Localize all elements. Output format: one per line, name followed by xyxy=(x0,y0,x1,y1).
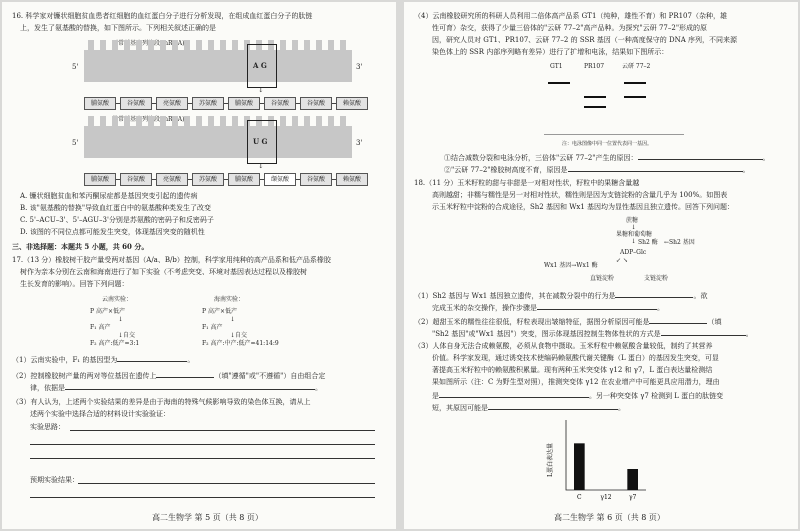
mrna-base-tooth xyxy=(184,116,190,126)
gel-band xyxy=(624,96,646,98)
expect-label: 预期实验结果： xyxy=(30,476,79,484)
q18-sub3-line4: 果如图所示（注：C 为野生型对照），推测突变体 γ12 在农业增产中可能更具应用潜力，理由 xyxy=(432,378,720,386)
amino-acid-box: 亮氨酸 xyxy=(156,97,188,110)
mrna-base-tooth xyxy=(220,40,226,50)
q18-sub2-line1: （2）超甜玉米的糯性往往很低，籽粒表现出皱缩特征，据图分析原因可能是 （填 xyxy=(414,318,722,326)
mrna-base-tooth xyxy=(148,116,154,126)
mrna-base-tooth xyxy=(316,116,322,126)
bar-0 xyxy=(574,443,585,490)
q17-sub1: （1）云南实验中，F₁ 的基因型为 。 xyxy=(12,356,195,364)
hainan-p: P 高产×低产 xyxy=(202,308,237,315)
mrna-base-tooth xyxy=(172,40,178,50)
chart-ylabel: L蛋白表达量 xyxy=(547,443,554,477)
q17-stem-line2: 树作为亲本分别在云南和海南进行了如下实验（不考虑突变、环境对基因表达过程以及橡胶树 xyxy=(20,268,307,276)
amino-acid-box: 脯氨酸 xyxy=(84,97,116,110)
q16-option-d: D. 该图的不同位点都可能发生突变，体现基因突变的随机性 xyxy=(20,228,205,236)
mrna-base-tooth xyxy=(292,116,298,126)
mrna-base-tooth xyxy=(292,40,298,50)
yunnan-p: P 高产×低产 xyxy=(90,308,125,315)
mrna-base-tooth xyxy=(280,116,286,126)
q18-sub1-line1: （1）Sh2 基因与 Wx1 基因独立遗传，其在减数分裂中的行为是 。欲 xyxy=(414,292,708,300)
q17-stem-line1: 17.（13 分）橡胶树干胶产量受两对基因（A/a、B/b）控制，科学家用纯种的高产品系和低产品系橡胶 xyxy=(12,256,331,264)
amino-acid-box: 苏氨酸 xyxy=(192,173,224,186)
pathway-sh2-enzyme: Sh2 酶 xyxy=(638,239,658,246)
tick-label-0: C xyxy=(577,494,582,501)
q18-line1: 18.（11 分）玉米籽粒的甜与非甜是一对相对性状，籽粒中的果糖含量越 xyxy=(414,179,640,187)
normal-5-end: 5' xyxy=(72,63,79,71)
mrna-base-tooth xyxy=(196,40,202,50)
amino-acid-box: 赖氨酸 xyxy=(336,173,368,186)
q18-sub3-line5: 是 。另一种突变体 γ7 检测到 L 蛋白的肽链变 xyxy=(432,392,724,400)
right-page xyxy=(404,2,798,529)
q16-option-b: B. 该"氨基酸的替换"导致血红蛋白中的氨基酸种类发生了改变 xyxy=(20,204,212,212)
answer-line[interactable] xyxy=(70,430,375,431)
mrna-base-tooth xyxy=(220,116,226,126)
bar-2 xyxy=(627,469,638,490)
amino-acid-box: 脯氨酸 xyxy=(228,97,260,110)
mrna-base-tooth xyxy=(172,116,178,126)
arrow-down-icon: ↓ xyxy=(258,162,264,170)
gel-label-yunyan: 云研 77–2 xyxy=(622,63,651,70)
mrna-base-tooth xyxy=(232,40,238,50)
q17-4-line1: （4）云南橡胶研究所的科研人员利用二倍体高产品系 GT1（纯种，雄性不育）和 PR107（杂种，雄 xyxy=(414,12,727,20)
pathway-amylopectin: 支链淀粉 xyxy=(644,275,669,282)
mrna-base-tooth xyxy=(340,116,346,126)
mrna-base-tooth xyxy=(196,116,202,126)
mrna-base-tooth xyxy=(136,116,142,126)
abnormal-codon: U G xyxy=(253,137,268,146)
arrow-down-icon: ↓ xyxy=(258,86,264,94)
gel-note: 注：电泳图像中同一位置代表同一基因。 xyxy=(562,141,653,147)
pathway-sh2-gene: ←Sh2 基因 xyxy=(664,239,695,246)
mrna-base-tooth xyxy=(232,116,238,126)
answer-line[interactable] xyxy=(30,458,375,459)
arrow-down-icon: ↓ xyxy=(631,238,637,245)
left-page-footer: 高二生物学 第 5 页（共 8 页） xyxy=(152,513,263,522)
q18-sub3-line6: 短，其原因可能是 。 xyxy=(432,404,625,412)
mrna-base-tooth xyxy=(340,40,346,50)
abnormal-5-end: 5' xyxy=(72,139,79,147)
mrna-base-tooth xyxy=(124,40,130,50)
q17-4-question-a: ①结合减数分裂和电泳分析，三倍体"云研 77–2"产生的原因： 。 xyxy=(444,154,770,162)
arrow-down-icon: ↓ xyxy=(631,224,637,231)
q16-stem-line2: 上，发生了氨基酸的替换，如下图所示。下列相关叙述正确的是 xyxy=(20,24,216,32)
mrna-base-tooth xyxy=(148,40,154,50)
amino-acid-box: 谷氨酸 xyxy=(264,97,296,110)
section-3-heading: 三、非选择题：本题共 5 小题，共 60 分。 xyxy=(12,242,149,251)
amino-acid-box: 脯氨酸 xyxy=(228,173,260,186)
answer-line[interactable] xyxy=(78,483,375,484)
mrna-base-tooth xyxy=(88,116,94,126)
mrna-base-tooth xyxy=(112,116,118,126)
pathway-sucrose: 蔗糖 xyxy=(626,217,639,224)
arrow-split-icon: ↙ ↘ xyxy=(616,257,628,264)
hainan-f1: F₁ 高产 xyxy=(202,324,223,331)
answer-line[interactable] xyxy=(30,444,375,445)
q18-sub3-line1: （3）人体自身无法合成赖氨酸，必须从食物中摄取。玉米籽粒中赖氨酸含量较低，制约了其营养 xyxy=(414,342,713,350)
mrna-base-tooth xyxy=(316,40,322,50)
hainan-selfing: ↓自交 xyxy=(230,332,248,339)
arrow-down-icon: ↓ xyxy=(118,316,124,323)
mrna-base-tooth xyxy=(208,116,214,126)
q16-stem-line1: 16. 科学家对镰状细胞贫血患者红细胞的血红蛋白分子进行分析发现，在组成血红蛋白分子的肽链 xyxy=(12,12,313,20)
arrow-down-icon: ↓ xyxy=(230,316,236,323)
pathway-fructose-glucose: 果糖和葡萄糖 xyxy=(616,231,653,238)
abnormal-mrna-strand xyxy=(84,126,352,158)
yunnan-title: 云南实验： xyxy=(102,296,133,303)
mrna-base-tooth xyxy=(208,40,214,50)
gel-label-gt1: GT1 xyxy=(550,63,563,70)
design-label: 实验思路： xyxy=(30,423,65,431)
l-protein-bar-chart xyxy=(544,412,654,504)
q18-sub3-line2: 价值。科学家发现，通过诱变技术使编码赖氨酸代谢关键酶（L 蛋白）的基因发生突变，可显 xyxy=(432,354,719,362)
answer-line[interactable] xyxy=(30,497,375,498)
tick-label-1: γ12 xyxy=(600,494,612,501)
mrna-base-tooth xyxy=(88,40,94,50)
q18-sub3-line3: 著提高玉米籽粒中的赖氨酸积累量。现有两种玉米突变体 γ12 和 γ7，L 蛋白表达量检测结 xyxy=(432,366,713,374)
mrna-base-tooth xyxy=(112,40,118,50)
q18-line3: 示玉米籽粒中淀粉的合成途径，Sh2 基因和 Wx1 基因均为显性基因且独立遗传。回答下列问题： xyxy=(432,203,735,211)
mrna-base-tooth xyxy=(304,116,310,126)
mrna-base-tooth xyxy=(160,40,166,50)
mrna-base-tooth xyxy=(100,116,106,126)
tick-label-2: γ7 xyxy=(628,494,637,501)
amino-acid-box: 谷氨酸 xyxy=(120,97,152,110)
mrna-base-tooth xyxy=(304,40,310,50)
normal-codon: A G xyxy=(253,61,267,70)
gel-band xyxy=(624,82,646,84)
amino-acid-box: 谷氨酸 xyxy=(300,173,332,186)
q17-sub3-line1: （3）有人认为，上述两个实验结果的差异是由于海南的特殊气候影响导致的染色体互换，请从上 xyxy=(12,398,311,406)
normal-mrna-strand xyxy=(84,50,352,82)
hainan-title: 海南实验： xyxy=(214,296,245,303)
mrna-base-tooth xyxy=(160,116,166,126)
mrna-base-tooth xyxy=(280,40,286,50)
abnormal-3-end: 3' xyxy=(356,139,363,147)
amino-acid-box: 缬氨酸 xyxy=(264,173,296,186)
gel-band xyxy=(584,96,606,98)
mrna-base-tooth xyxy=(124,116,130,126)
amino-acid-box: 亮氨酸 xyxy=(156,173,188,186)
right-page-footer: 高二生物学 第 6 页（共 8 页） xyxy=(554,513,665,522)
gel-label-pr107: PR107 xyxy=(584,63,605,70)
yunnan-selfing: ↓自交 xyxy=(118,332,136,339)
pathway-amylose: 直链淀粉 xyxy=(590,275,615,282)
gel-band xyxy=(584,106,606,108)
left-page xyxy=(2,2,396,529)
q17-4-line2: 性可育）杂交，获得了少量三倍体的"云研 77–2"高产品种。为探究"云研 77–2"形成的原 xyxy=(432,24,708,32)
gel-band xyxy=(548,82,570,84)
gel-baseline xyxy=(544,134,684,135)
q18-sub2-line2: "Sh2 基因"或"Wx1 基因"）突变，图示体现基因控制生物体性状的方式是 。 xyxy=(432,330,753,338)
q17-sub3-line2: 述两个实验中选择合适的材料设计实验验证： xyxy=(30,410,170,418)
q16-option-c: C. 5'–ACU–3'、5'–AGU–3'分别是苏氨酸的密码子和反密码子 xyxy=(20,216,214,224)
amino-acid-box: 谷氨酸 xyxy=(120,173,152,186)
normal-3-end: 3' xyxy=(356,63,363,71)
q16-option-a: A. 镰状细胞贫血和苯丙酮尿症都是基因突变引起的遗传病 xyxy=(20,192,198,200)
yunnan-f1: F₁ 高产 xyxy=(90,324,111,331)
amino-acid-box: 谷氨酸 xyxy=(300,97,332,110)
q17-sub2-line2: 律，依据是 。 xyxy=(30,384,322,392)
q17-sub2-line1: （2）控制橡胶树产量的两对等位基因在遗传上 （填"遵循"或"不遵循"）自由组合定 xyxy=(12,372,326,380)
mrna-base-tooth xyxy=(136,40,142,50)
q17-4-question-b: ②"云研 77–2"橡胶树高度不育，原因是 。 xyxy=(444,166,750,174)
mrna-base-tooth xyxy=(328,116,334,126)
q17-stem-line3: 生长发育的影响）。回答下列问题： xyxy=(20,280,129,288)
yunnan-f2: F₂ 高产:低产=3:1 xyxy=(90,340,140,347)
q18-sub1-line2: 完成玉米的杂交操作，操作步骤是 。 xyxy=(432,304,664,312)
mrna-base-tooth xyxy=(100,40,106,50)
amino-acid-box: 脯氨酸 xyxy=(84,173,116,186)
q18-line2: 高则越甜；非糯与糯性是另一对相对性状，糯性则是因为支链淀粉的含量几乎为 100%。如图表 xyxy=(432,191,728,199)
mrna-base-tooth xyxy=(328,40,334,50)
pathway-adp-glc: ADP–Glc xyxy=(620,249,647,256)
q17-4-line4: 染色体上的 SSR 内部序列略有差异）进行了扩增和电泳，结果如下图所示： xyxy=(432,48,669,56)
pathway-wx1: Wx1 基因→Wx1 酶 xyxy=(544,262,598,269)
amino-acid-box: 赖氨酸 xyxy=(336,97,368,110)
hainan-f2: F₂ 高产:中产:低产=41:14:9 xyxy=(202,340,279,347)
q17-4-line3: 因，研究人员对 GT1、PR107、云研 77–2 的 SSR 基因（一种高度保守的 DNA 序列，不同来源 xyxy=(432,36,738,44)
amino-acid-box: 苏氨酸 xyxy=(192,97,224,110)
mrna-base-tooth xyxy=(184,40,190,50)
